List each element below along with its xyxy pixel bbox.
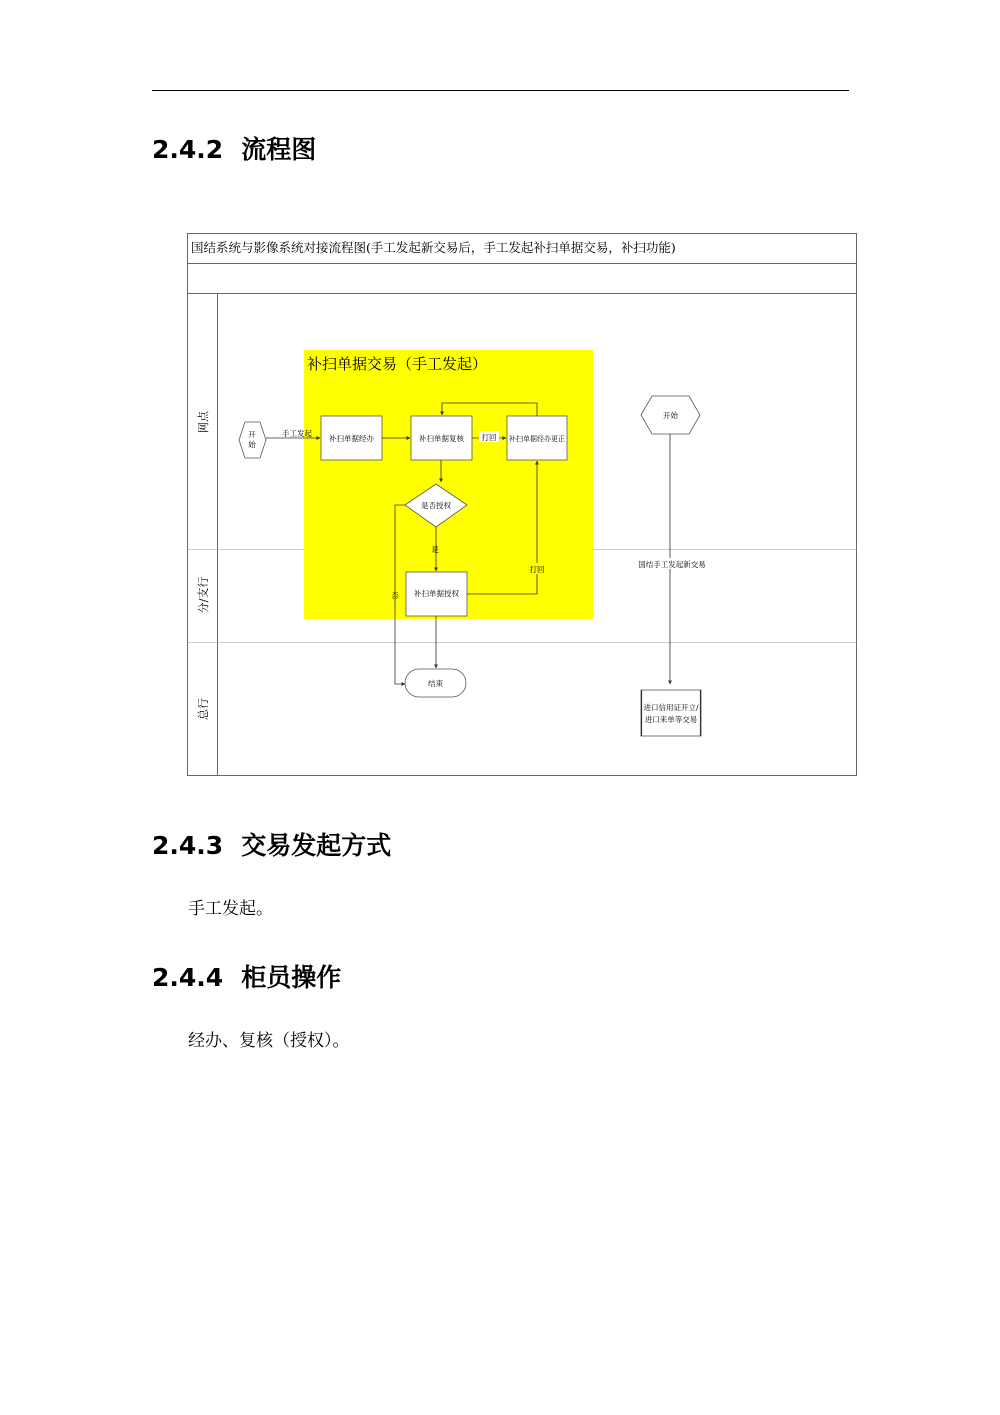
- rescan-review-label: 补扫单据复核: [419, 434, 464, 443]
- new-trade-label: 国结手工发起新交易: [638, 560, 706, 569]
- section-title: 柜员操作: [241, 963, 342, 992]
- rescan-correct-label: 补扫单据经办更正: [509, 435, 565, 443]
- start-node-2-label: 开始: [663, 411, 678, 420]
- section-heading-2-4-3: [152, 826, 391, 862]
- rescan-handle-label: 补扫单据经办: [329, 434, 374, 443]
- import-lc-label-1: 进口信用证开立/: [643, 703, 699, 712]
- section-body-2-4-4: 经办、复核（授权）。: [188, 1031, 350, 1051]
- yes-label: 是: [431, 545, 439, 554]
- section-body-2-4-3: 手工发起。: [188, 899, 273, 919]
- start-node-label-2: 始: [248, 440, 256, 449]
- rescan-auth-label: 补扫单据授权: [414, 589, 459, 598]
- reject-label-2: 打回: [529, 565, 545, 574]
- manual-start-label: 手工发起: [282, 429, 312, 438]
- header-rule: [152, 90, 849, 91]
- section-number: 2.4.2: [152, 135, 224, 164]
- section-title: 交易发起方式: [241, 831, 392, 860]
- end-node-label: 结束: [428, 679, 443, 688]
- reject-label-1: 打回: [481, 433, 497, 442]
- flowchart-title: 国结系统与影像系统对接流程图(手工发起新交易后，手工发起补扫单据交易，补扫功能): [191, 240, 676, 255]
- import-lc-box: [641, 690, 701, 736]
- section-heading-2-4-2: [152, 130, 316, 166]
- section-number: 2.4.3: [152, 831, 224, 860]
- highlight-title: 补扫单据交易（手工发起）: [307, 355, 488, 373]
- section-title: 流程图: [241, 135, 317, 164]
- section-heading-2-4-4: [152, 958, 341, 994]
- flowchart-diagram: [186, 232, 858, 778]
- start-node-label-1: 开: [248, 430, 256, 439]
- lane-label-sub-branch: 分/支行: [197, 576, 210, 614]
- section-number: 2.4.4: [152, 963, 224, 992]
- lane-label-head-office: 总行: [197, 698, 210, 720]
- import-lc-label-2: 进口来单等交易: [644, 715, 698, 724]
- authorize-decision-label: 是否授权: [421, 501, 451, 510]
- no-label: 否: [391, 591, 399, 600]
- lane-label-branch: 网点: [197, 411, 210, 433]
